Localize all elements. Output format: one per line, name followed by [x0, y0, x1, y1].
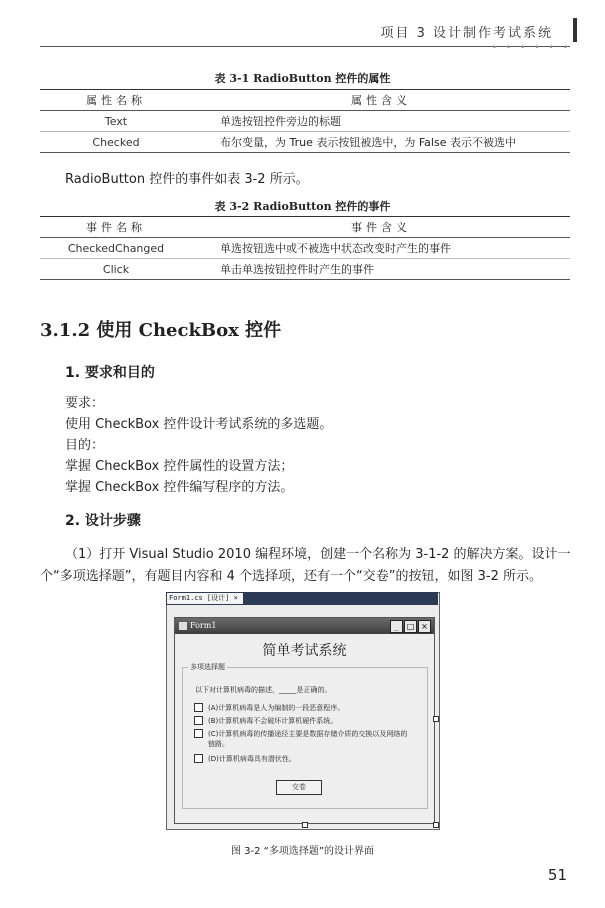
table-cell: 布尔变量，为 True 表示按钮被选中，为 False 表示不被选中 [192, 132, 570, 153]
submit-button[interactable]: 交卷 [276, 780, 322, 795]
table-row [40, 238, 570, 259]
subheading-goals: 1. 要求和目的 [65, 365, 155, 381]
table-cell: Checked [40, 132, 192, 153]
table-cell: 单击单选按钮控件时产生的事件 [192, 259, 570, 280]
app-title-label: 简单考试系统 [262, 643, 347, 659]
resize-handle[interactable] [433, 716, 439, 722]
text-line: 使用 CheckBox 控件设计考试系统的多选题。 [65, 417, 333, 432]
option-label: (D)计算机病毒具有潜伏性。 [208, 755, 296, 763]
option-a[interactable] [194, 703, 344, 713]
option-label: (C)计算机病毒的传播途径主要是数据存储介质的交换以及网络的链路。 [208, 730, 408, 748]
minimize-button[interactable]: _ [390, 620, 403, 633]
tab-close-icon[interactable]: × [233, 594, 238, 602]
table-cell: CheckedChanged [40, 238, 192, 259]
table-cell: Text [40, 111, 192, 132]
resize-handle[interactable] [433, 822, 439, 828]
table-row [40, 132, 570, 153]
checkbox-a[interactable] [194, 703, 203, 712]
table2-header-name: 事件名称 [40, 217, 192, 238]
table1-caption: 表 3-1 RadioButton 控件的属性 [214, 72, 391, 85]
form-title: Form1 [190, 621, 217, 630]
designer-tab[interactable] [167, 593, 243, 604]
running-header: 项目 3 设计制作考试系统 [380, 26, 553, 41]
header-rule [40, 46, 570, 47]
option-label: (A)计算机病毒是人为编制的一段恶意程序。 [208, 704, 345, 712]
checkbox-b[interactable] [194, 716, 203, 725]
table2-header-meaning: 事件含义 [192, 217, 570, 238]
table2-caption: 表 3-2 RadioButton 控件的事件 [214, 200, 391, 213]
checkbox-c[interactable] [194, 729, 203, 738]
text-line: 掌握 CheckBox 控件编写程序的方法。 [65, 480, 294, 495]
table1-header-name: 属性名称 [40, 90, 192, 111]
header-dots: • • • • • • [491, 43, 571, 53]
table1-header-meaning: 属性含义 [192, 90, 570, 111]
page-number: 51 [547, 866, 567, 884]
maximize-button[interactable]: □ [404, 620, 417, 633]
question-label: 以下对计算机病毒的描述，_____是正确的。 [195, 686, 332, 694]
designer-tab-label: Form1.cs [设计] [169, 594, 230, 602]
checkbox-d[interactable] [194, 754, 203, 763]
paragraph: RadioButton 控件的事件如表 3-2 所示。 [65, 172, 309, 187]
groupbox-label: 多项选择题 [190, 663, 225, 671]
app-icon [179, 622, 187, 630]
option-label: (B)计算机病毒不会破坏计算机硬件系统。 [208, 717, 338, 725]
option-d[interactable] [194, 754, 296, 764]
goals-block [65, 393, 332, 498]
header-bar [573, 18, 577, 42]
table-row [40, 111, 570, 132]
option-c[interactable] [194, 729, 409, 749]
section-heading: 3.1.2 使用 CheckBox 控件 [40, 320, 282, 341]
figure-caption: 图 3-2 “多项选择题”的设计界面 [230, 846, 375, 857]
table-row [40, 259, 570, 280]
table-cell: 单选按钮控件旁边的标题 [192, 111, 570, 132]
table-cell: Click [40, 259, 192, 280]
close-button[interactable]: × [418, 620, 431, 633]
table2 [40, 216, 570, 280]
text-line: 掌握 CheckBox 控件属性的设置方法； [65, 459, 294, 474]
table1-header-row [40, 90, 570, 111]
table2-header-row [40, 217, 570, 238]
option-b[interactable] [194, 716, 337, 726]
text-line: 要求： [65, 396, 105, 411]
text-line: 目的： [65, 438, 105, 453]
table-cell: 单选按钮选中或不被选中状态改变时产生的事件 [192, 238, 570, 259]
subheading-steps: 2. 设计步骤 [65, 513, 141, 529]
resize-handle[interactable] [302, 822, 308, 828]
step-text-cont: 个“多项选择题”，有题目内容和 4 个选择项，还有一个“交卷”的按钮，如图 3-2 所示。 [40, 569, 542, 584]
step-text: （1）打开 Visual Studio 2010 编程环境，创建一个名称为 3-1-2 的解决方案。设计一 [65, 547, 571, 562]
table1 [40, 89, 570, 153]
